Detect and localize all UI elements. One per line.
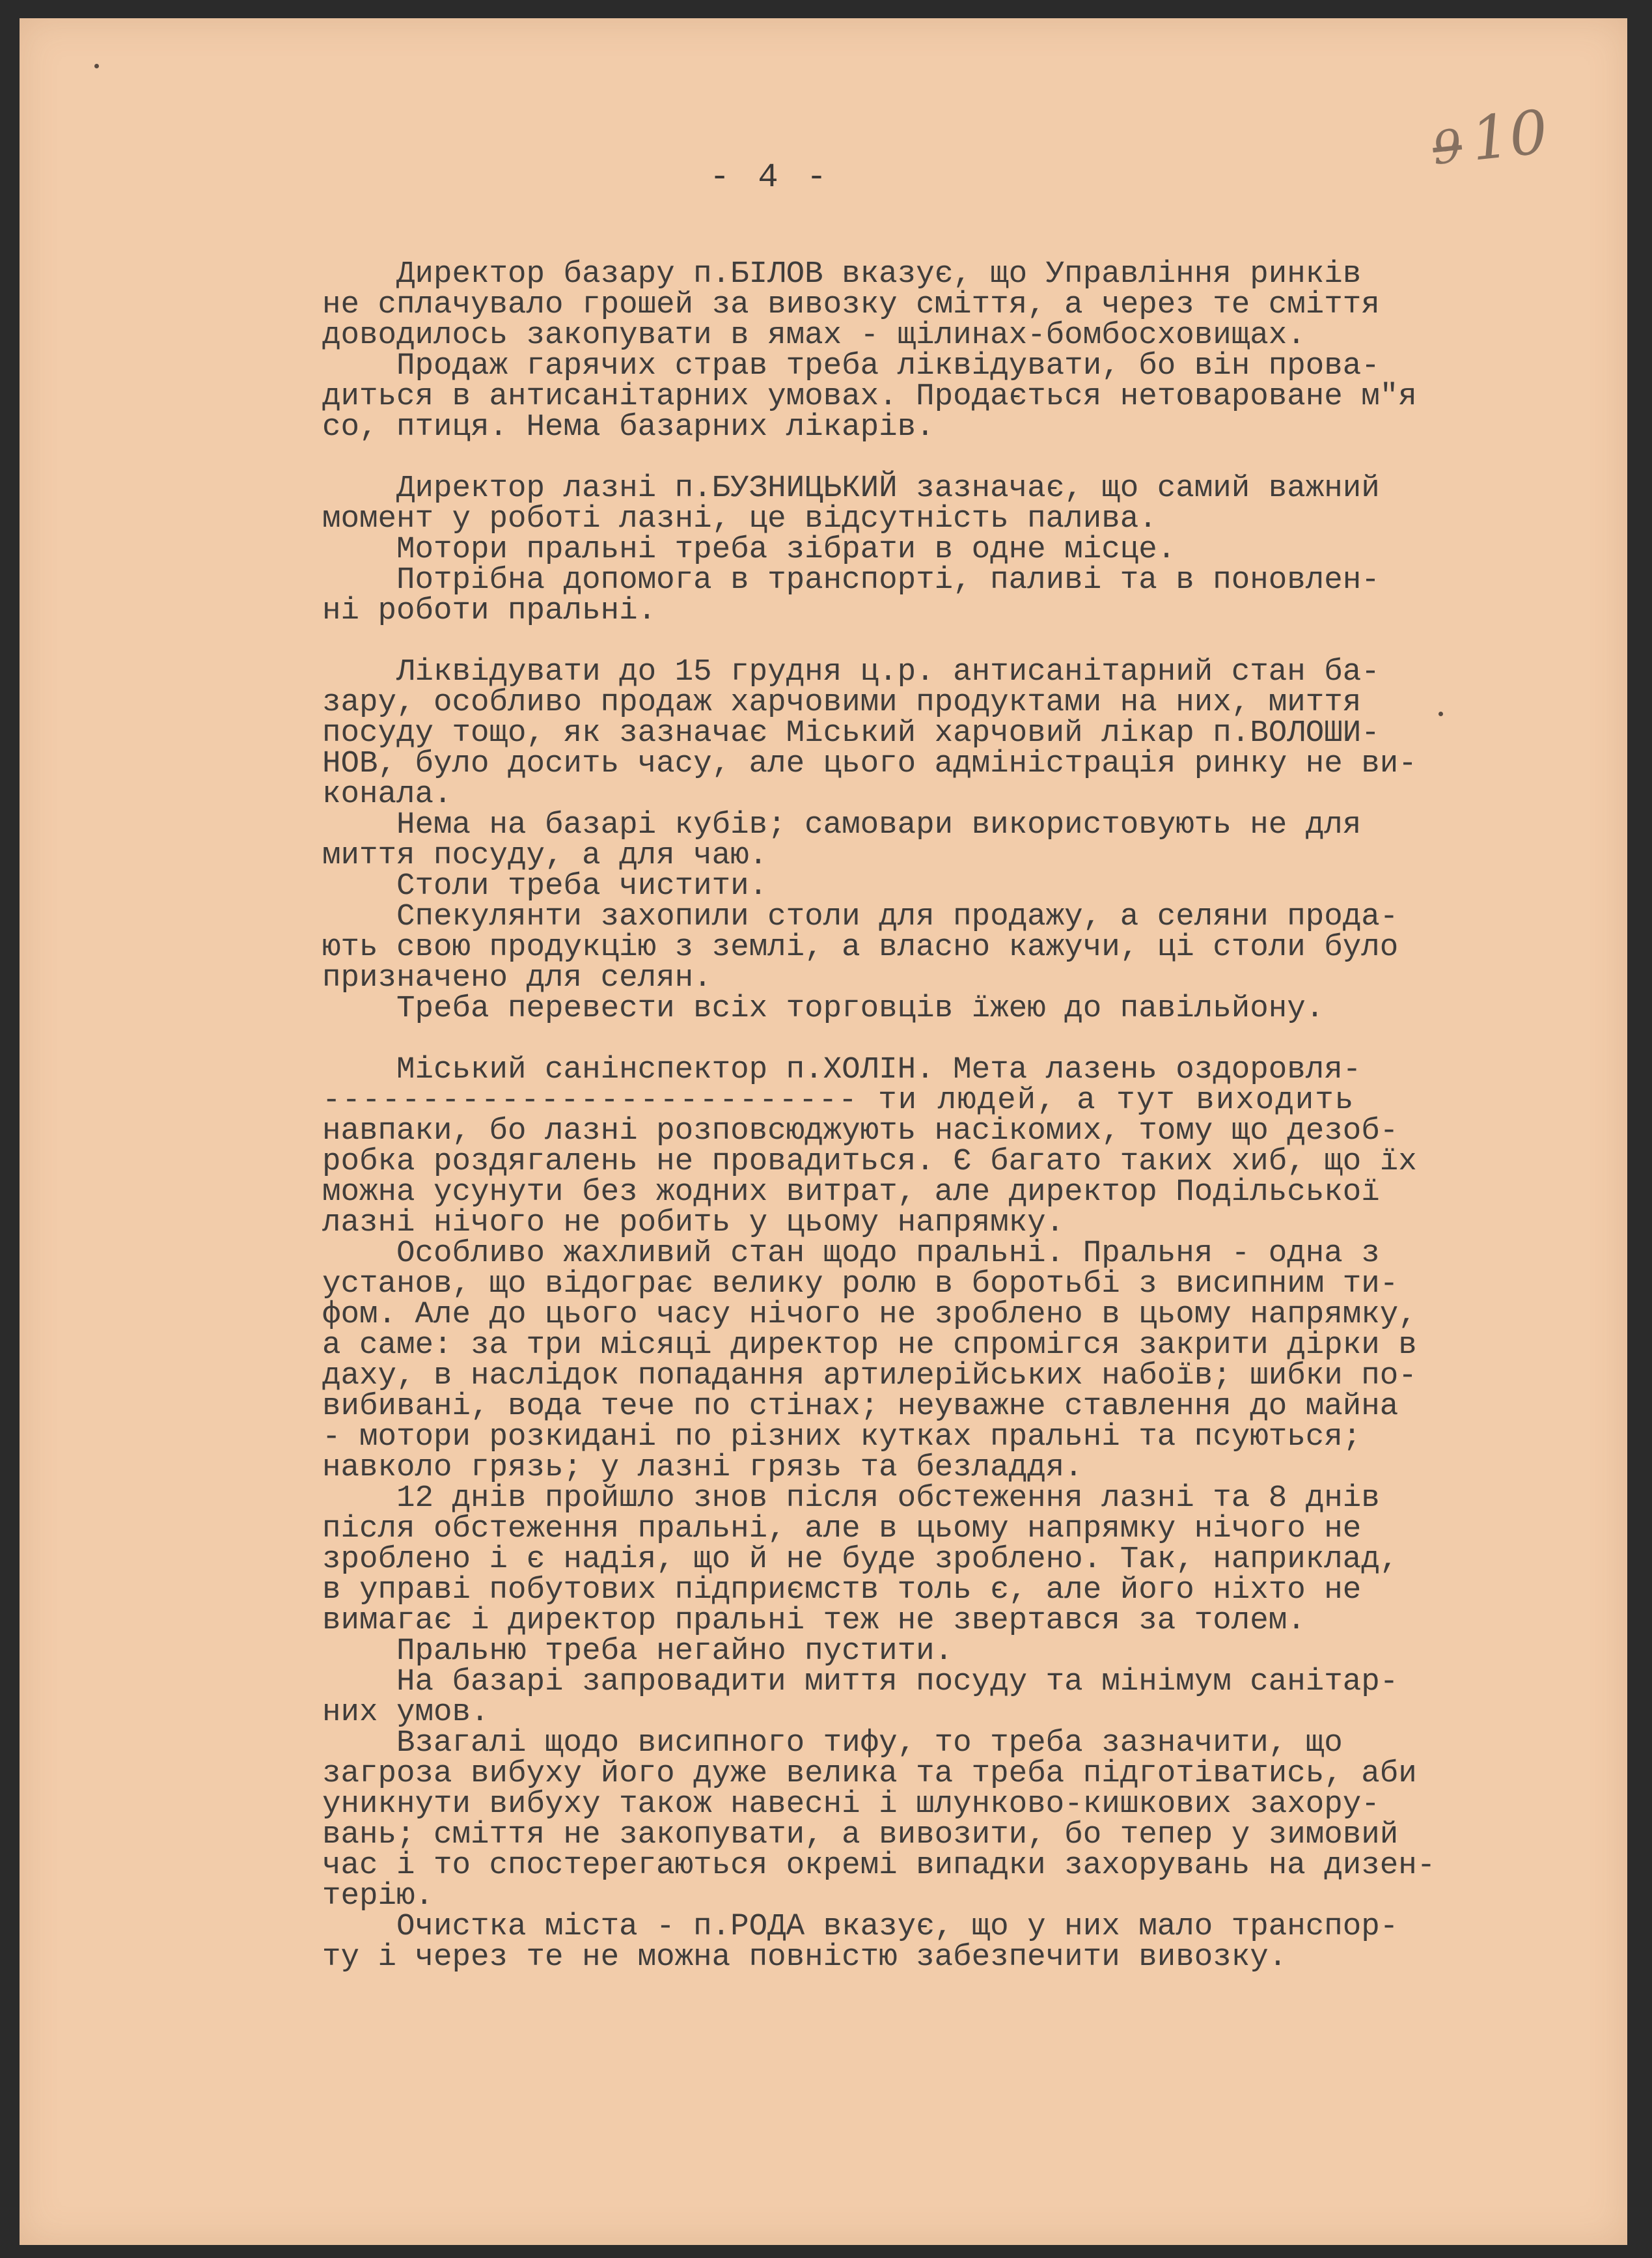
text-line: Директор базару п.БІЛОВ вказує, що Управління ринків <box>322 257 1362 292</box>
text-line: доводилось закопувати в ямах - щілинах-бомбосховищах. <box>322 318 1306 353</box>
text-line: - мотори розкидані по різних кутках пральні та псуються; <box>322 1419 1362 1455</box>
text-line: Мотори пральні треба зібрати в одне місце. <box>322 532 1176 567</box>
text-line: можна усунути без жодних витрат, але директор Подільської <box>322 1175 1380 1210</box>
document-body <box>322 259 1624 1973</box>
text-line: а саме: за три місяці директор не спромігся закрити дірки в <box>322 1328 1417 1363</box>
text-line: час і то спостерегаються окремі випадки захорувань на дизен- <box>322 1848 1436 1883</box>
archive-number-current: 10 <box>1468 97 1551 174</box>
text-line: терію. <box>322 1878 434 1914</box>
text-line: фом. Але до цього часу нічого не зроблено в цьому напрямку, <box>322 1297 1417 1332</box>
text-line: Міський санінспектор п.ХОЛІН. Мета лазень оздоровля- <box>322 1052 1362 1087</box>
text-line: вань; сміття не закопувати, а вивозити, бо тепер у зимовий <box>322 1817 1399 1852</box>
text-line: після обстеження пральні, але в цьому напрямку нічого не <box>322 1511 1362 1546</box>
text-line: Потрібна допомога в транспорті, паливі та в поновлен- <box>322 563 1380 598</box>
text-line: Очистка міста - п.РОДА вказує, що у них мало транспор- <box>322 1909 1399 1944</box>
text-line: навпаки, бо лазні розповсюджують насікомих, тому що дезоб- <box>322 1113 1399 1149</box>
text-line: Треба перевести всіх торговців їжею до павільйону. <box>322 991 1325 1026</box>
text-line: посуду тощо, як зазначає Міський харчовий лікар п.ВОЛОШИ- <box>322 716 1380 751</box>
text-line: миття посуду, а для чаю. <box>322 838 768 873</box>
text-line: 12 днів пройшло знов після обстеження лазні та 8 днів <box>322 1481 1380 1516</box>
text-line: в управі побутових підприємств толь є, але його ніхто не <box>322 1572 1362 1608</box>
text-line: установ, що відограє велику ролю в боротьбі з висипним ти- <box>322 1266 1399 1302</box>
blank-line <box>322 1024 1624 1055</box>
text-line: зару, особливо продаж харчовими продуктами на них, миття <box>322 685 1362 720</box>
text-line: робка роздягалень не провадиться. Є багато таких хиб, що їх <box>322 1144 1417 1179</box>
text-line: НОВ, було досить часу, але цього адміністрація ринку не ви- <box>322 746 1417 781</box>
text-line: Пральню треба негайно пустити. <box>322 1634 954 1669</box>
text-line: Особливо жахливий стан щодо пральні. Пральня - одна з <box>322 1236 1380 1271</box>
text-line: Директор лазні п.БУЗНИЦЬКИЙ зазначає, що самий важний <box>322 471 1380 506</box>
text-line: навколо грязь; у лазні грязь та безладдя. <box>322 1450 1083 1485</box>
text-line: со, птиця. Нема базарних лікарів. <box>322 410 935 445</box>
text-line: Столи треба чистити. <box>322 869 768 904</box>
text-line: Ліквідувати до 15 грудня ц.р. антисанітарний стан ба- <box>322 654 1380 690</box>
text-line: загроза вибуху його дуже велика та треба підготіватись, аби <box>322 1756 1417 1791</box>
text-line: лазні нічого не робить у цьому напрямку. <box>322 1205 1065 1240</box>
archive-number-crossed: 9 <box>1429 118 1465 176</box>
text-line: уникнути вибуху також навесні і шлунково-кишкових захору- <box>322 1787 1380 1822</box>
blank-line <box>322 626 1624 657</box>
archive-page-number <box>1429 97 1551 178</box>
text-line: момент у роботі лазні, це відсутність палива. <box>322 501 1157 537</box>
page-number: - 4 - <box>709 158 831 197</box>
text-line: них умов. <box>322 1695 489 1730</box>
text-line: конала. <box>322 777 452 812</box>
text-line: Спекулянти захопили столи для продажу, а селяни прода- <box>322 899 1399 934</box>
text-line: ні роботи пральні. <box>322 593 657 628</box>
text-line: вибивані, вода тече по стінах; неуважне ставлення до майна <box>322 1389 1399 1424</box>
text-line: На базарі запровадити миття посуду та мінімум санітар- <box>322 1664 1399 1699</box>
text-line: --------------------------- ти людей, а тут виходить <box>322 1083 1355 1118</box>
text-line: зроблено і є надія, що й не буде зроблено. Так, наприклад, <box>322 1542 1399 1577</box>
text-line: даху, в наслідок попадання артилерійських набоїв; шибки по- <box>322 1358 1417 1393</box>
document-page <box>20 18 1627 2245</box>
text-line: Взагалі щодо висипного тифу, то треба зазначити, що <box>322 1725 1343 1761</box>
text-line: призначено для селян. <box>322 960 712 996</box>
blank-line <box>322 443 1624 473</box>
text-line: не сплачувало грошей за вивозку сміття, а через те сміття <box>322 287 1380 322</box>
text-line: Нема на базарі кубів; самовари використовують не для <box>322 807 1362 843</box>
paper-speck <box>1439 712 1443 716</box>
paper-speck <box>94 64 99 68</box>
text-line: ту і через те не можна повністю забезпечити вивозку. <box>322 1940 1287 1975</box>
text-line: диться в антисанітарних умовах. Продається нетоварoване м"я <box>322 379 1417 414</box>
text-line: вимагає і директор пральні теж не звертався за толем. <box>322 1603 1306 1638</box>
text-line: Продаж гарячих страв треба ліквідувати, бо він прова- <box>322 348 1380 383</box>
text-line: ють свою продукцію з землі, а власно кажучи, ці столи було <box>322 930 1399 965</box>
